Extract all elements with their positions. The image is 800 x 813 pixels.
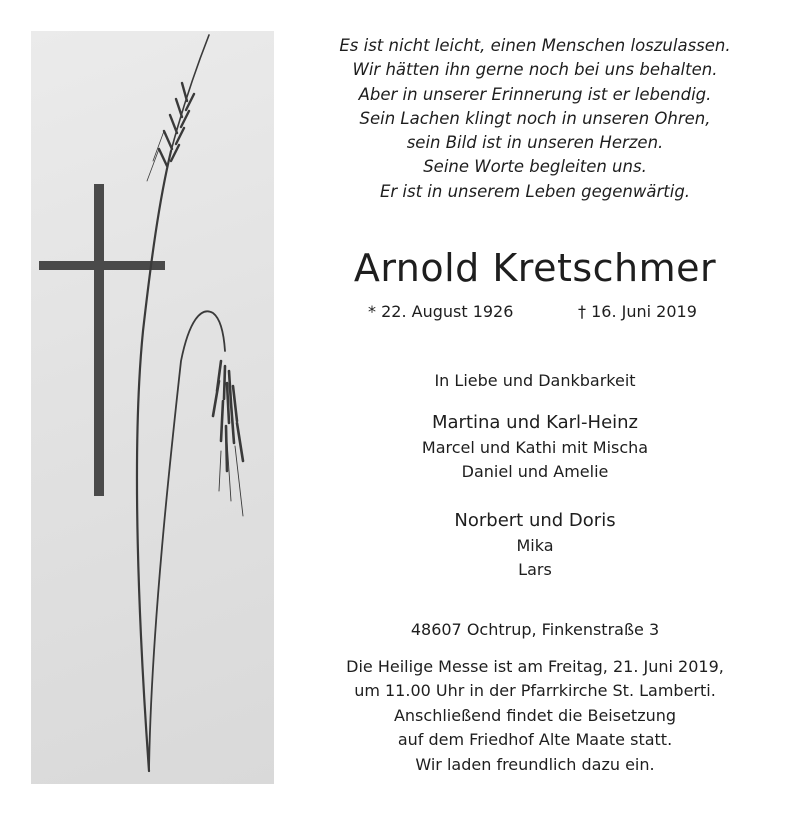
- poem-line: sein Bild ist in unseren Herzen.: [406, 133, 664, 153]
- notice-line: auf dem Friedhof Alte Maate statt.: [397, 730, 673, 750]
- family-member: Marcel und Kathi mit Mischa: [421, 438, 649, 457]
- death-date: † 16. Juni 2019: [578, 302, 697, 321]
- mourners-intro: In Liebe und Dankbarkeit: [434, 371, 636, 390]
- notice-line: um 11.00 Uhr in der Pfarrkirche St. Lamberti.: [354, 681, 716, 701]
- deceased-name: Arnold Kretschmer: [353, 246, 717, 290]
- family-head: Martina und Karl-Heinz: [431, 412, 639, 433]
- poem-line: Sein Lachen klingt noch in unseren Ohren,: [359, 108, 711, 128]
- memorial-image: [31, 31, 274, 784]
- birth-date: * 22. August 1926: [368, 302, 514, 321]
- mourner-family: [300, 508, 770, 582]
- family-member: Lars: [518, 560, 552, 579]
- family-member: Mika: [516, 536, 554, 555]
- cross-and-wheat-illustration: [31, 31, 274, 784]
- wheat-stalk-tall: [137, 35, 209, 771]
- family-member: Daniel und Amelie: [461, 462, 609, 481]
- poem-line: Er ist in unserem Leben gegenwärtig.: [379, 181, 691, 201]
- poem-line: Es ist nicht leicht, einen Menschen loszulassen.: [339, 36, 731, 55]
- notice-line: Die Heilige Messe ist am Freitag, 21. Juni 2019,: [346, 657, 724, 676]
- poem-line: Seine Worte begleiten uns.: [423, 157, 647, 177]
- notice-line: Anschließend findet die Beisetzung: [393, 705, 677, 725]
- mourner-family: [300, 410, 770, 484]
- wheat-stalk-bent: [149, 311, 243, 771]
- poem-line: Aber in unserer Erinnerung ist er lebendig.: [358, 84, 712, 104]
- mourner-address: 48607 Ochtrup, Finkenstraße 3: [410, 620, 660, 639]
- poem-line: Wir hätten ihn gerne noch bei uns behalten.: [352, 60, 718, 80]
- funeral-notice: [300, 655, 770, 777]
- cross-icon: [39, 184, 165, 496]
- family-head: Norbert und Doris: [454, 510, 616, 531]
- memorial-poem: [300, 34, 770, 204]
- notice-line: Wir laden freundlich dazu ein.: [415, 754, 655, 774]
